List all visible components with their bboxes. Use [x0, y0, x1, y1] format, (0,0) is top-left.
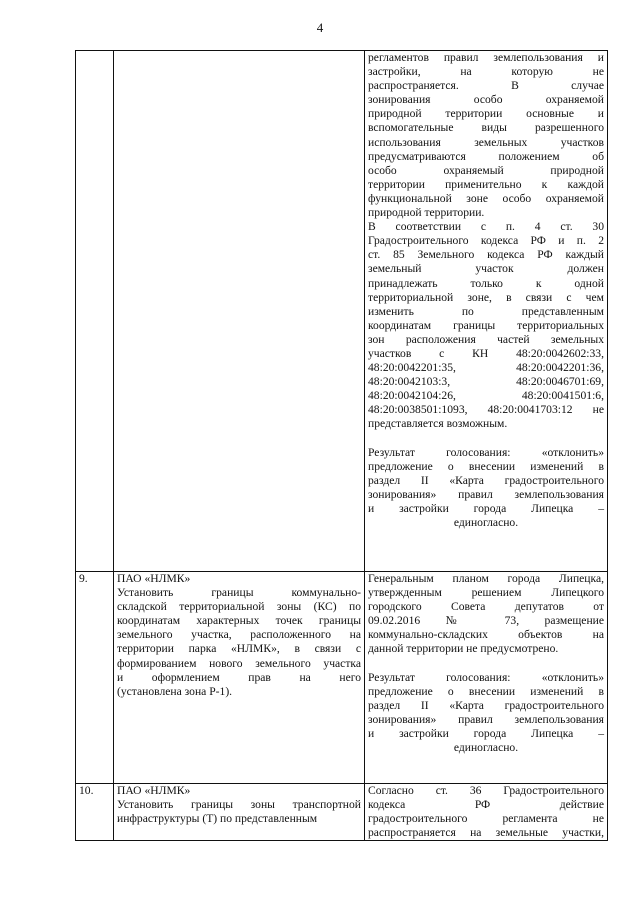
text-line: застройки, на которую не: [368, 65, 604, 79]
proposal-cell: [114, 51, 365, 572]
decisions-table: [75, 50, 608, 841]
text-line: зонирования» правил землепользования: [368, 487, 604, 501]
text-line: участков с КН 48:20:0042602:33,: [368, 346, 604, 360]
text-line: (установлена зона Р-1).: [117, 684, 233, 698]
text-line: земельный участок должен: [368, 262, 604, 276]
text-line: предложение о внесении изменений в: [368, 459, 604, 473]
row-number: [76, 51, 114, 572]
text-line: утвержденным решением Липецкого: [368, 586, 604, 600]
text-line: Результат голосования: «отклонить»: [368, 445, 604, 459]
text-line: 48:20:0042201:35, 48:20:0042201:36,: [368, 361, 604, 375]
text-line: Результат голосования: «отклонить»: [368, 670, 604, 684]
text-line: 48:20:0042103:3, 48:20:0046701:69,: [368, 375, 604, 389]
text-line: предложение о внесении изменений в: [368, 684, 604, 698]
text-line: данной территории не предусмотрено.: [368, 642, 559, 656]
text-line: Генеральным планом города Липецка,: [368, 572, 604, 585]
text-line: зон расположения частей земельных: [368, 332, 604, 346]
text-line: формированием нового земельного участка: [117, 656, 361, 670]
text-line: регламентов правил землепользования и: [368, 51, 604, 64]
text-line: инфраструктуры (Т) по представленным: [117, 812, 318, 826]
text-line: 48:20:0042104:26, 48:20:0041501:6,: [368, 389, 604, 403]
text-line: представляется возможным.: [368, 417, 508, 431]
text-line: раздел II «Карта градостроительного: [368, 698, 604, 712]
text-line: 48:20:0038501:1093, 48:20:0041703:12 не: [368, 403, 604, 417]
text-line: вспомогательные виды разрешенного: [368, 121, 604, 135]
table-row: [76, 572, 608, 784]
text-line: Градостроительного кодекса РФ и п. 2: [368, 234, 604, 248]
text-line: складской территориальной зоны (КС) по: [117, 600, 361, 614]
vote-result-final: единогласно.: [453, 741, 519, 755]
table-row: [76, 51, 608, 572]
text-line: координатам характерных точек границы: [117, 614, 361, 628]
text-line: Установить границы зоны транспортной: [117, 798, 361, 812]
decision-cell: [365, 572, 608, 784]
text-line: территории парка «НЛМК», в связи с: [117, 642, 361, 656]
decision-cell: [365, 784, 608, 841]
text-line: коммунально-складских объектов на: [368, 628, 604, 642]
row-number: 9.: [76, 572, 114, 784]
text-line: распространяется. В случае: [368, 79, 604, 93]
text-line: особо охраняемый природной: [368, 163, 604, 177]
text-line: градостроительного регламента не: [368, 812, 604, 826]
text-line: ПАО «НЛМК»: [117, 572, 191, 585]
text-line: ПАО «НЛМК»: [117, 784, 191, 797]
text-line: территории применительно к каждой: [368, 177, 604, 191]
decision-cell: [365, 51, 608, 572]
text-line: изменить по представленным: [368, 304, 604, 318]
text-line: принадлежать только к одной: [368, 276, 604, 290]
text-line: зонирования особо охраняемой: [368, 93, 604, 107]
text-line: предусматриваются положением об: [368, 149, 604, 163]
text-line: земельного участка, расположенного на: [117, 628, 361, 642]
vote-result-final: единогласно.: [453, 516, 519, 529]
text-line: и застройки города Липецка –: [368, 501, 604, 515]
proposal-cell: [114, 572, 365, 784]
text-line: и оформлением прав на него: [117, 670, 361, 684]
table-row: [76, 784, 608, 841]
text-line: городского Совета депутатов от: [368, 600, 604, 614]
text-line: координатам границы территориальных: [368, 318, 604, 332]
text-line: В соответствии с п. 4 ст. 30: [368, 220, 604, 234]
text-line: функциональной зоне особо охраняемой: [368, 191, 604, 205]
text-line: природной территории основные и: [368, 107, 604, 121]
text-line: и застройки города Липецка –: [368, 726, 604, 740]
text-line: зонирования» правил землепользования: [368, 712, 604, 726]
row-number: 10.: [76, 784, 114, 841]
text-line: территориальной зоне, в связи с чем: [368, 290, 604, 304]
page-number: 4: [316, 20, 324, 35]
text-line: природной территории.: [368, 206, 485, 220]
text-line: ст. 85 Земельного кодекса РФ каждый: [368, 248, 604, 262]
text-line: Установить границы коммунально-: [117, 586, 361, 600]
text-line: кодекса РФ действие: [368, 798, 604, 812]
proposal-cell: [114, 784, 365, 841]
text-line: Согласно ст. 36 Градостроительного: [368, 784, 604, 797]
text-line: распространяется на земельные участки,: [368, 826, 604, 840]
text-line: раздел II «Карта градостроительного: [368, 473, 604, 487]
text-line: использования земельных участков: [368, 135, 604, 149]
text-line: 09.02.2016 № 73, размещение: [368, 614, 604, 628]
